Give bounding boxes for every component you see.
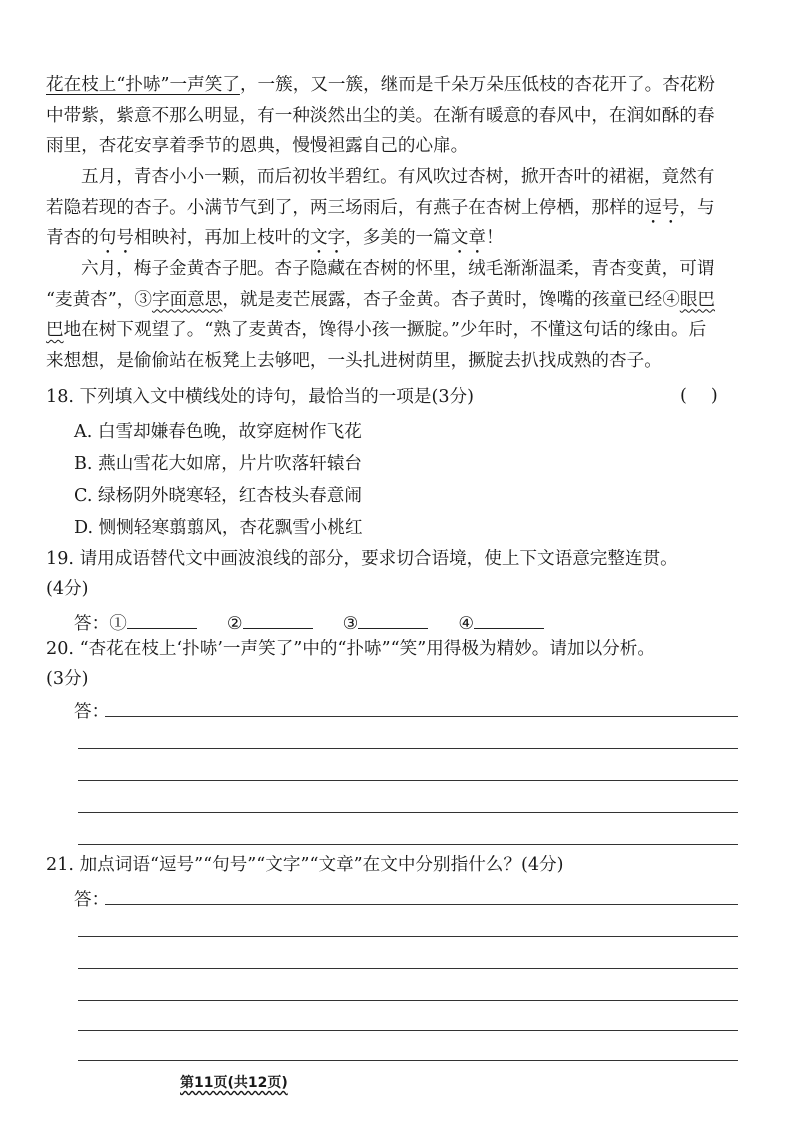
- answer-line[interactable]: [78, 968, 738, 969]
- passage-line: 雨里，杏花安享着季节的恩典，慢慢袒露自己的心扉。: [46, 136, 469, 156]
- dotted-word-wenzhang: 文章: [450, 228, 486, 248]
- option-a[interactable]: A. 白雪却嫌春色晚，故穿庭树作飞花: [74, 422, 362, 442]
- question-18-stem: 18. 下列填入文中横线处的诗句，最恰当的一项是(3分): [46, 387, 474, 407]
- answer-label: 答：: [74, 890, 110, 910]
- answer-bracket[interactable]: (): [680, 386, 742, 406]
- passage-line: 六月，梅子金黄杏子肥。杏子隐藏在杏树的怀里，绒毛渐渐温柔，青杏变黄，可谓: [81, 259, 715, 279]
- passage-line: 若隐若现的杏子。小满节气到了，两三场雨后，有燕子在杏树上停栖，那样的逗号，与: [46, 197, 715, 218]
- answer-line[interactable]: [78, 748, 738, 749]
- dotted-word-douhao: 逗号: [644, 197, 680, 218]
- answer-blank-4[interactable]: [474, 612, 544, 629]
- answer-line[interactable]: [78, 936, 738, 937]
- question-19-stem: 19. 请用成语替代文中画波浪线的部分，要求切合语境，使上下文语意完整连贯。: [46, 549, 678, 569]
- answer-blank-1[interactable]: [127, 612, 197, 629]
- passage-paragraph-2: [46, 162, 746, 254]
- passage-line: “麦黄杏”，③字面意思，就是麦芒展露，杏子金黄。杏子黄时，馋嘴的孩童已经④眼巴: [46, 289, 716, 310]
- option-b[interactable]: B. 燕山雪花大如席，片片吹落轩辕台: [74, 454, 363, 474]
- question-20-stem: 20. “杏花在枝上‘扑哧’一声笑了”中的“扑哧”“笑”用得极为精妙。请加以分析。: [46, 639, 655, 659]
- page-number: 第11页(共12页): [180, 1075, 288, 1091]
- passage-line: 来想想，是偷偷站在板凳上去够吧，一头扎进树荫里，撅腚去扒找成熟的杏子。: [46, 350, 662, 371]
- answer-line[interactable]: [78, 1000, 738, 1001]
- answer-line[interactable]: [78, 780, 738, 781]
- passage-line: 巴地在树下观望了。“熟了麦黄杏，馋得小孩一撅腚。”少年时，不懂这句话的缘由。后: [46, 320, 707, 340]
- question-19-score: (4分): [46, 579, 89, 599]
- passage-line: 花在枝上“扑哧”一声笑了，一簇，又一簇，继而是千朵万朵压低枝的杏花开了。杏花粉: [46, 75, 715, 95]
- answer-label: 答：: [74, 702, 110, 722]
- answer-line[interactable]: [105, 716, 738, 717]
- passage-line: 五月，青杏小小一颗，而后初妆半碧红。有风吹过杏树，掀开杏叶的裙裾，竟然有: [81, 167, 715, 187]
- dotted-word-wenzi: 文字: [309, 228, 346, 248]
- wavy-underlined-phrase-4: 眼巴: [679, 289, 716, 310]
- answer-line[interactable]: [78, 1030, 738, 1031]
- answer-blank-2[interactable]: [243, 612, 313, 629]
- dotted-word-juhao: 句号: [98, 228, 134, 248]
- option-d[interactable]: D. 恻恻轻寒翦翦风，杏花飘雪小桃红: [74, 518, 363, 538]
- answer-line[interactable]: [78, 1060, 738, 1061]
- answer-line[interactable]: [105, 904, 738, 905]
- passage-line: 中带紫，紫意不那么明显，有一种淡然出尘的美。在渐有暖意的春风中，在润如酥的春: [46, 105, 715, 126]
- answer-line[interactable]: [78, 812, 738, 813]
- question-19-answer-row: 答：① ② ③ ④: [74, 610, 574, 635]
- question-20-score: (3分): [46, 669, 89, 689]
- question-21-stem: 21. 加点词语“逗号”“句号”“文字”“文章”在文中分别指什么？(4分): [46, 855, 564, 875]
- passage-paragraph-1: [46, 70, 746, 162]
- answer-line[interactable]: [78, 844, 738, 845]
- option-c[interactable]: C. 绿杨阴外晓寒轻，红杏枝头春意闹: [74, 486, 362, 506]
- passage-line: 青杏的句号相映衬，再加上枝叶的文字，多美的一篇文章！: [46, 228, 504, 248]
- answer-label: 答：: [74, 614, 110, 634]
- wavy-underlined-phrase-3: 字面意思: [151, 289, 223, 310]
- passage-paragraph-3: [46, 254, 746, 376]
- answer-blank-3[interactable]: [358, 612, 428, 629]
- wavy-underlined-phrase-4-cont: 巴: [46, 320, 64, 340]
- answer-blank-underline-text: 花在枝上“扑哧”一声笑了: [46, 75, 240, 95]
